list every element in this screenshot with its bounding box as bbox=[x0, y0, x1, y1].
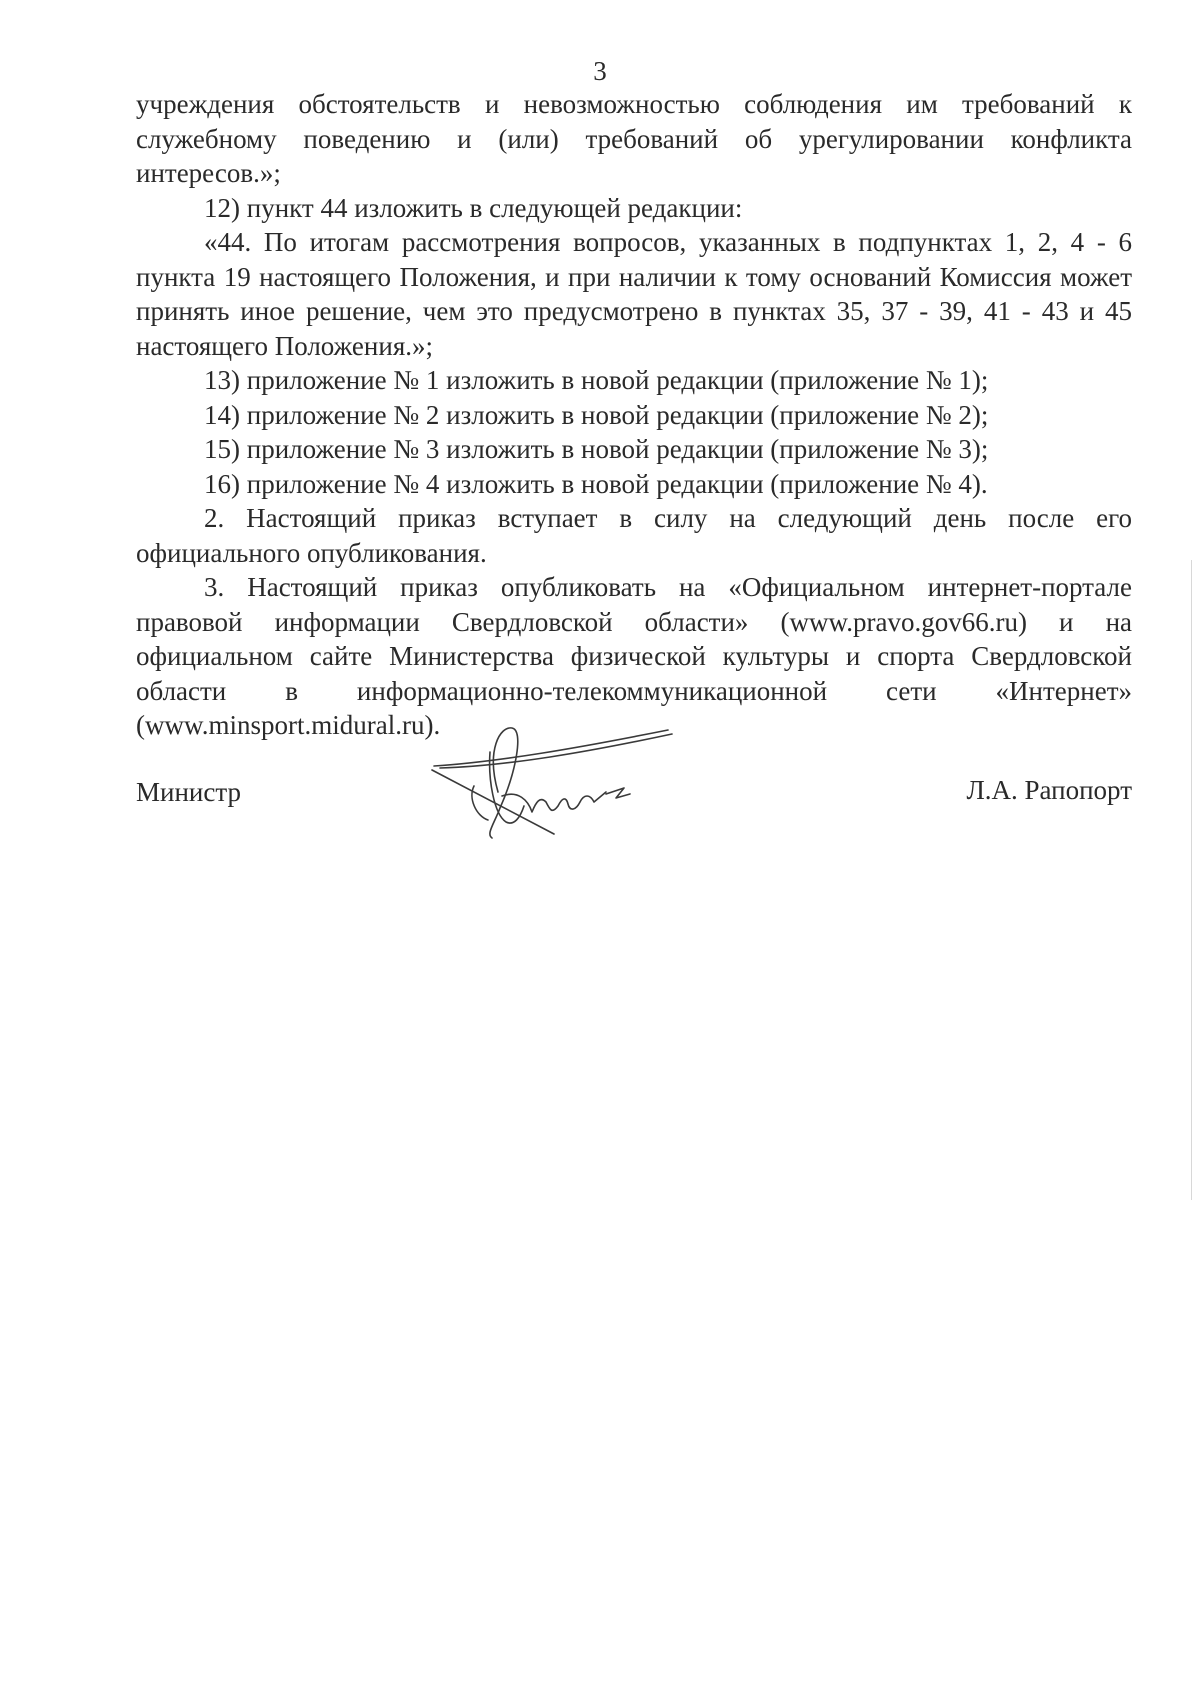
list-item-15: 15) приложение № 3 изложить в новой редакции (приложение № 3); bbox=[204, 434, 989, 464]
paragraph-point-44: «44. По итогам рассмотрения вопросов, указанных в подпунктах 1, 2, 4 - 6 пункта 19 настоящего Положения, и при наличии к тому оснований Комиссия может принять иное решение, чем это предусмотрено в пунктах 35, 37 - 39, 41 - 43 и 45 настоящего Положения.»; bbox=[136, 227, 1132, 361]
page-number: 3 bbox=[593, 56, 607, 86]
paragraph-continuation: учреждения обстоятельств и невозможностью соблюдения им требований к служебному поведению и (или) требований об урегулировании конфликта интересов.»; bbox=[136, 89, 1132, 188]
clause-3: 3. Настоящий приказ опубликовать на «Официальном интернет-портале правовой информации Свердловской области» (www.pravo.gov66.ru) и на официальном сайте Министерства физической культуры и спорта Свердловской области в информационно-телекоммуникационной сети «Интернет» (www.minsport.midural.ru). bbox=[136, 572, 1132, 740]
list-item-16: 16) приложение № 4 изложить в новой редакции (приложение № 4). bbox=[204, 468, 988, 499]
handwritten-signature bbox=[428, 722, 680, 842]
signer-name: Л.А. Рапопорт bbox=[966, 775, 1132, 805]
list-item-14: 14) приложение № 2 изложить в новой редакции (приложение № 2); bbox=[204, 399, 989, 430]
list-item-13: 13) приложение № 1 изложить в новой редакции (приложение № 1); bbox=[204, 365, 989, 395]
document-body bbox=[136, 87, 1132, 743]
clause-2: 2. Настоящий приказ вступает в силу на следующий день после его официального опубликования. bbox=[136, 503, 1132, 568]
paragraph-item-12: 12) пункт 44 изложить в следующей редакции: bbox=[204, 192, 743, 223]
signer-position: Министр bbox=[136, 777, 241, 807]
scan-edge-line bbox=[1191, 560, 1192, 1200]
